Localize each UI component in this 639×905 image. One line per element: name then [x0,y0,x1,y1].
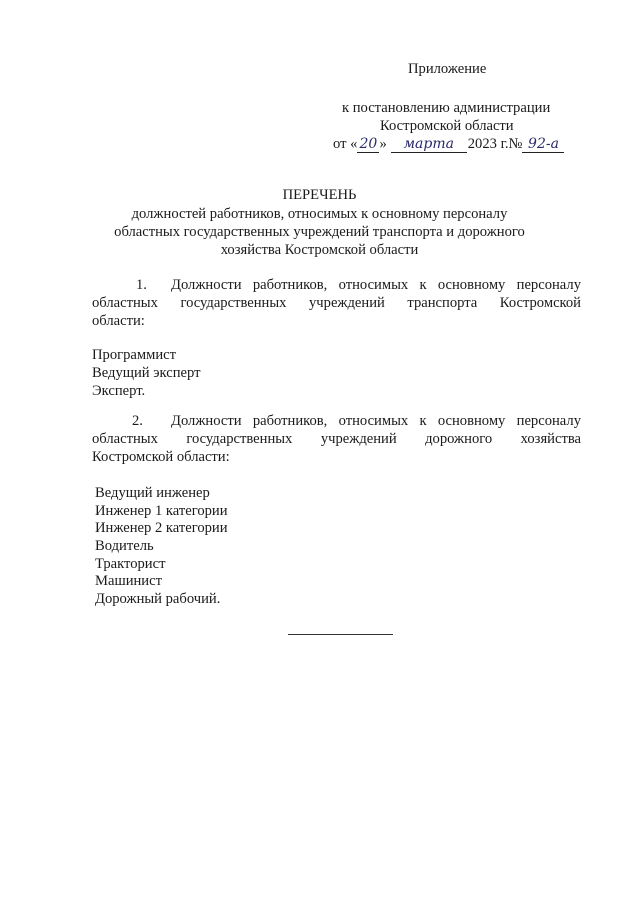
appendix-label: Приложение [408,61,487,77]
section-2-item: Машинист [95,573,162,589]
resolution-label: к постановлению администрации [342,100,551,116]
section-2-item: Инженер 2 категории [95,520,228,536]
section-2-item: Тракторист [95,556,166,572]
date-prefix: от « [333,136,358,152]
document-title: ПЕРЕЧЕНЬ [282,187,357,203]
date-month-handwritten: марта [391,137,467,153]
date-mid: » [379,136,387,152]
section-1-item: Эксперт. [92,383,146,399]
section-2-item: Ведущий инженер [95,485,210,501]
section-1-line-3: области: [92,313,145,329]
section-2-item: Водитель [95,538,154,554]
title-line-2: областных государственных учреждений транспорта и дорожного [114,224,525,240]
document-number-handwritten: 92-а [522,137,564,153]
date-day-handwritten: 20 [357,137,379,153]
title-line-3: хозяйства Костромской области [220,242,419,258]
section-2-item: Дорожный рабочий. [95,591,221,607]
section-1-line-2: областных государственных учреждений транспорта Костромской [92,295,581,311]
section-2-line-1: Должности работников, относимых к основному персоналу [171,413,581,429]
section-1-line-1: Должности работников, относимых к основному персоналу [171,277,581,293]
date-year: 2023 г.№ [467,136,523,152]
section-1-number: 1. [136,277,147,293]
date-line [333,136,564,153]
section-2-number: 2. [132,413,143,429]
region-label: Костромской области [380,118,514,134]
section-2-line-2: областных государственных учреждений дорожного хозяйства [92,431,581,447]
title-line-1: должностей работников, относимых к основному персоналу [131,206,508,222]
section-1-item: Программист [92,347,177,363]
section-2-line-3: Костромской области: [92,449,230,465]
closing-separator-line [288,634,393,635]
section-2-item: Инженер 1 категории [95,503,228,519]
section-1-item: Ведущий эксперт [92,365,201,381]
